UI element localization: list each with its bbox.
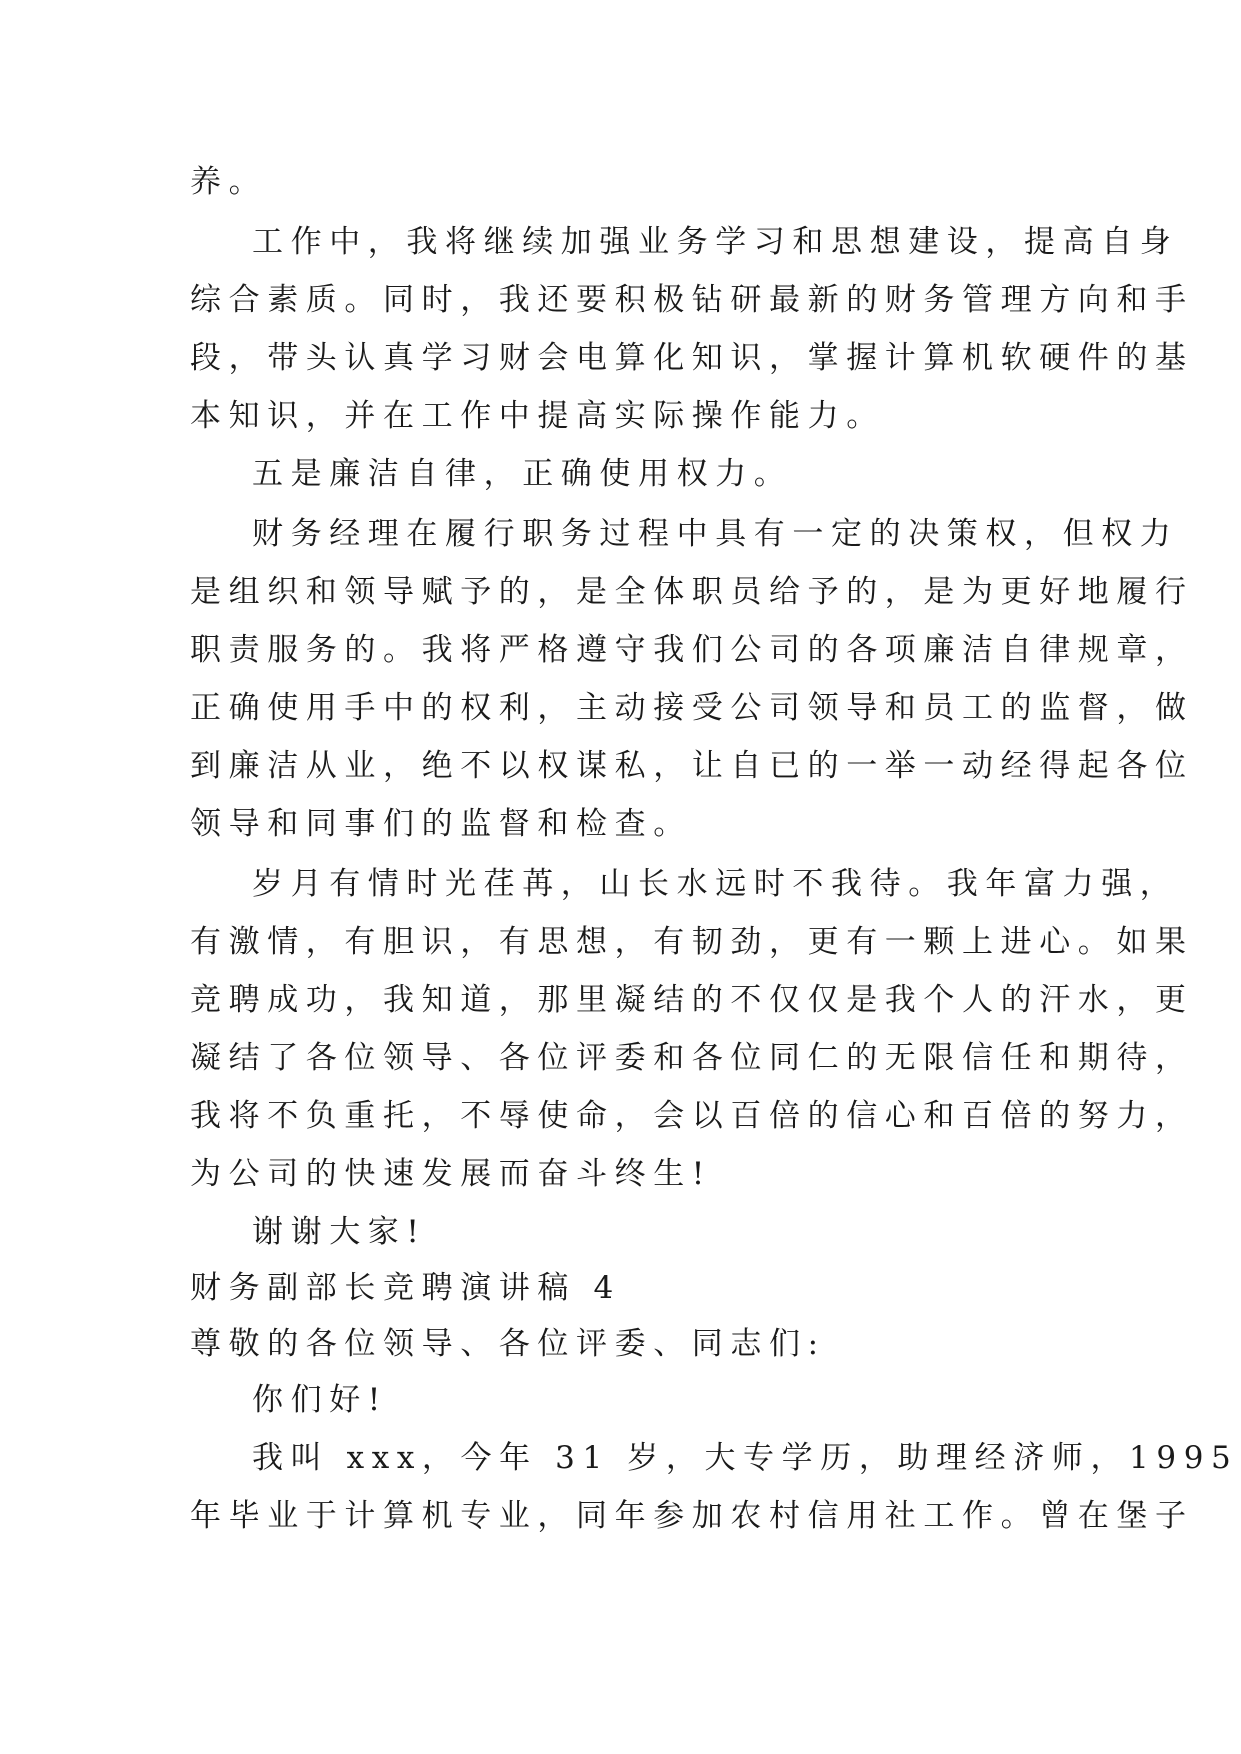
salutation: 尊敬的各位领导、各位评委、同志们:	[190, 1326, 826, 1362]
paragraph-line: 凝结了各位领导、各位评委和各位同仁的无限信任和期待，	[190, 1040, 1194, 1076]
paragraph-line: 年毕业于计算机专业，同年参加农村信用社工作。曾在堡子	[190, 1498, 1194, 1534]
document-title: 财务副部长竞聘演讲稿 4	[190, 1270, 621, 1306]
paragraph-line: 工作中，我将继续加强业务学习和思想建设，提高自身	[252, 224, 1179, 260]
paragraph-line: 到廉洁从业，绝不以权谋私，让自已的一举一动经得起各位	[190, 748, 1194, 784]
paragraph-line: 领导和同事们的监督和检查。	[190, 806, 692, 842]
paragraph-line: 是组织和领导赋予的，是全体职员给予的，是为更好地履行	[190, 574, 1194, 610]
greeting: 你们好!	[252, 1382, 388, 1418]
paragraph-line: 我将不负重托，不辱使命，会以百倍的信心和百倍的努力，	[190, 1098, 1194, 1134]
paragraph-line: 为公司的快速发展而奋斗终生!	[190, 1156, 712, 1192]
paragraph-line: 财务经理在履行职务过程中具有一定的决策权，但权力	[252, 516, 1179, 552]
paragraph-line: 本知识，并在工作中提高实际操作能力。	[190, 398, 885, 434]
paragraph-line: 岁月有情时光荏苒，山长水远时不我待。我年富力强，	[252, 866, 1179, 902]
paragraph-line: 我叫 xxx，今年 31 岁，大专学历，助理经济师，1995	[252, 1440, 1239, 1476]
paragraph-line: 正确使用手中的权利，主动接受公司领导和员工的监督，做	[190, 690, 1194, 726]
closing-line: 谢谢大家!	[252, 1214, 427, 1250]
paragraph-line: 综合素质。同时，我还要积极钻研最新的财务管理方向和手	[190, 282, 1194, 318]
paragraph-line: 竞聘成功，我知道，那里凝结的不仅仅是我个人的汗水，更	[190, 982, 1194, 1018]
paragraph-line: 职责服务的。我将严格遵守我们公司的各项廉洁自律规章，	[190, 632, 1194, 668]
paragraph-line: 养。	[190, 164, 268, 200]
paragraph-line: 段，带头认真学习财会电算化知识，掌握计算机软硬件的基	[190, 340, 1194, 376]
section-heading: 五是廉洁自律，正确使用权力。	[252, 456, 793, 492]
paragraph-line: 有激情，有胆识，有思想，有韧劲，更有一颗上进心。如果	[190, 924, 1194, 960]
